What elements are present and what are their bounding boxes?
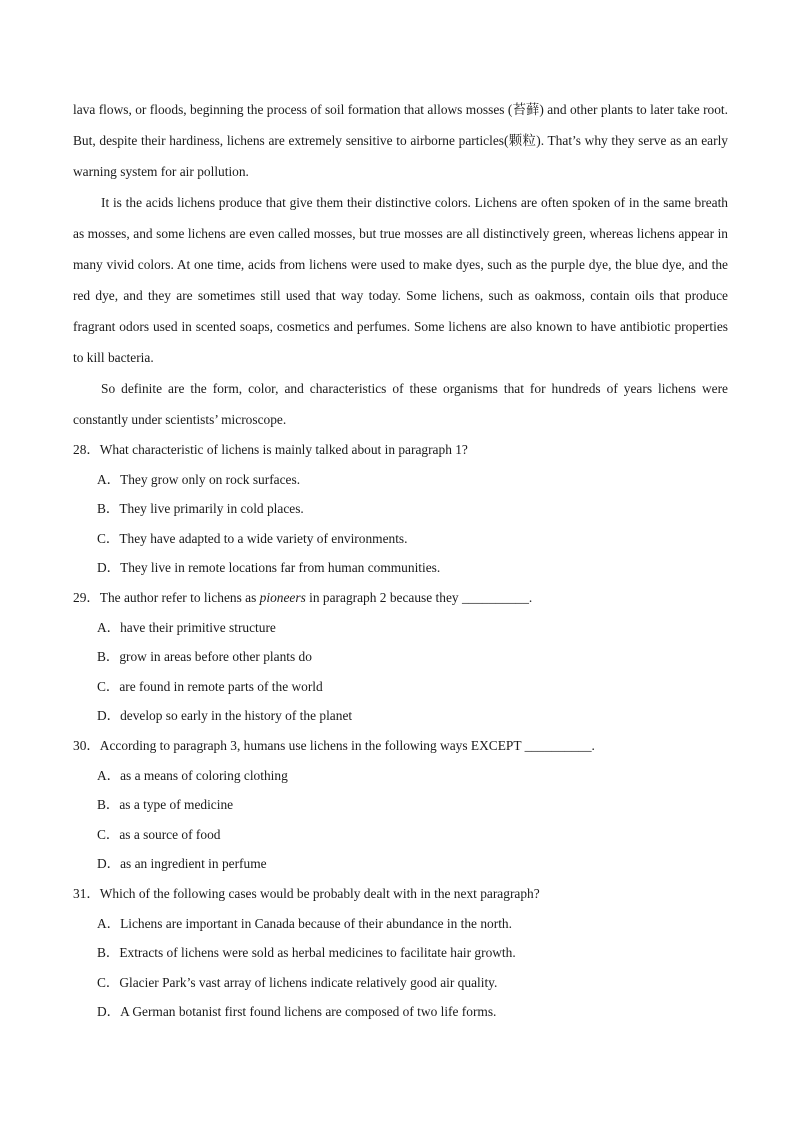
option-text: Extracts of lichens were sold as herbal medicines to facilitate hair growth.: [119, 945, 516, 961]
option-letter: D．: [97, 1004, 121, 1020]
option-letter: B．: [97, 797, 120, 813]
document-page: [73, 94, 728, 1027]
question-30: [73, 731, 728, 879]
option-text: They have adapted to a wide variety of environments.: [119, 530, 408, 546]
option-letter: A．: [97, 767, 121, 783]
question-number: 30．: [73, 737, 100, 753]
option-c[interactable]: [73, 672, 728, 702]
option-c[interactable]: [73, 820, 728, 850]
option-list: [73, 465, 728, 583]
option-text: Glacier Park’s vast array of lichens indicate relatively good air quality.: [119, 974, 498, 990]
option-c[interactable]: [73, 968, 728, 998]
passage-paragraph-1: lava flows, or floods, beginning the process of soil formation that allows mosses (苔藓) and other plants to later take root. But, despite their hardiness, lichens are extremely sensitive to airborne particles(颗粒). That’s why they serve as an early warning system for air pollution.: [73, 102, 728, 179]
option-letter: B．: [97, 501, 120, 517]
passage-paragraph-3: So definite are the form, color, and characteristics of these organisms that for hundreds of years lichens were constantly under scientists’ microscope.: [73, 381, 728, 427]
question-stem: [73, 435, 728, 465]
option-letter: A．: [97, 915, 121, 931]
option-letter: B．: [97, 649, 120, 665]
question-text: Which of the following cases would be probably dealt with in the next paragraph?: [99, 885, 540, 901]
passage-paragraph-2: It is the acids lichens produce that give them their distinctive colors. Lichens are often spoken of in the same breath as mosses, and some lichens are even called mosses, but true mosses are all distinctively green, whereas lichens appear in many vivid colors. At one time, acids from lichens were used to make dyes, such as the purple dye, the blue dye, and the red dye, and they are sometimes still used that way today. Some lichens, such as oakmoss, contain oils that produce fragrant odors used in scented soaps, cosmetics and perfumes. Some lichens are also known to have antibiotic properties to kill bacteria.: [73, 195, 728, 365]
option-d[interactable]: [73, 553, 728, 583]
question-stem: [73, 731, 728, 761]
option-text: have their primitive structure: [120, 619, 276, 635]
option-b[interactable]: [73, 494, 728, 524]
question-stem: [73, 583, 728, 613]
option-d[interactable]: [73, 701, 728, 731]
option-text: Lichens are important in Canada because of their abundance in the north.: [120, 915, 512, 931]
question-31: [73, 879, 728, 1027]
option-a[interactable]: [73, 761, 728, 791]
option-a[interactable]: [73, 465, 728, 495]
option-letter: D．: [97, 856, 121, 872]
option-list: [73, 761, 728, 879]
question-emphasis: pioneers: [259, 589, 306, 605]
option-letter: A．: [97, 471, 121, 487]
option-c[interactable]: [73, 524, 728, 554]
option-list: [73, 909, 728, 1027]
question-number: 31．: [73, 885, 100, 901]
option-text: grow in areas before other plants do: [119, 649, 312, 665]
option-text: They live in remote locations far from human communities.: [120, 560, 441, 576]
option-text: as a type of medicine: [119, 797, 234, 813]
option-list: [73, 613, 728, 731]
option-letter: C．: [97, 974, 120, 990]
option-text: develop so early in the history of the planet: [120, 708, 353, 724]
option-letter: C．: [97, 826, 120, 842]
question-29: [73, 583, 728, 731]
option-d[interactable]: [73, 997, 728, 1027]
option-text: as an ingredient in perfume: [120, 856, 267, 872]
question-text-after: in paragraph 2 because they __________.: [305, 589, 533, 605]
option-a[interactable]: [73, 613, 728, 643]
question-number: 29．: [73, 589, 100, 605]
question-text: According to paragraph 3, humans use lichens in the following ways EXCEPT __________.: [99, 737, 595, 753]
option-letter: C．: [97, 678, 120, 694]
option-d[interactable]: [73, 849, 728, 879]
option-letter: A．: [97, 619, 121, 635]
option-letter: D．: [97, 560, 121, 576]
question-text: What characteristic of lichens is mainly talked about in paragraph 1?: [99, 442, 468, 457]
option-a[interactable]: [73, 909, 728, 939]
option-text: They grow only on rock surfaces.: [120, 471, 301, 487]
option-b[interactable]: [73, 938, 728, 968]
option-b[interactable]: [73, 642, 728, 672]
option-text: A German botanist first found lichens are composed of two life forms.: [120, 1004, 497, 1020]
option-text: They live primarily in cold places.: [119, 501, 304, 517]
option-text: as a source of food: [119, 826, 221, 842]
option-b[interactable]: [73, 790, 728, 820]
option-letter: D．: [97, 708, 121, 724]
option-letter: B．: [97, 945, 120, 961]
question-28: [73, 435, 728, 583]
question-number: 28．: [73, 442, 100, 457]
option-text: as a means of coloring clothing: [120, 767, 288, 783]
option-letter: C．: [97, 530, 120, 546]
question-text-before: The author refer to lichens as: [99, 589, 260, 605]
option-text: are found in remote parts of the world: [119, 678, 323, 694]
question-stem: [73, 879, 728, 909]
